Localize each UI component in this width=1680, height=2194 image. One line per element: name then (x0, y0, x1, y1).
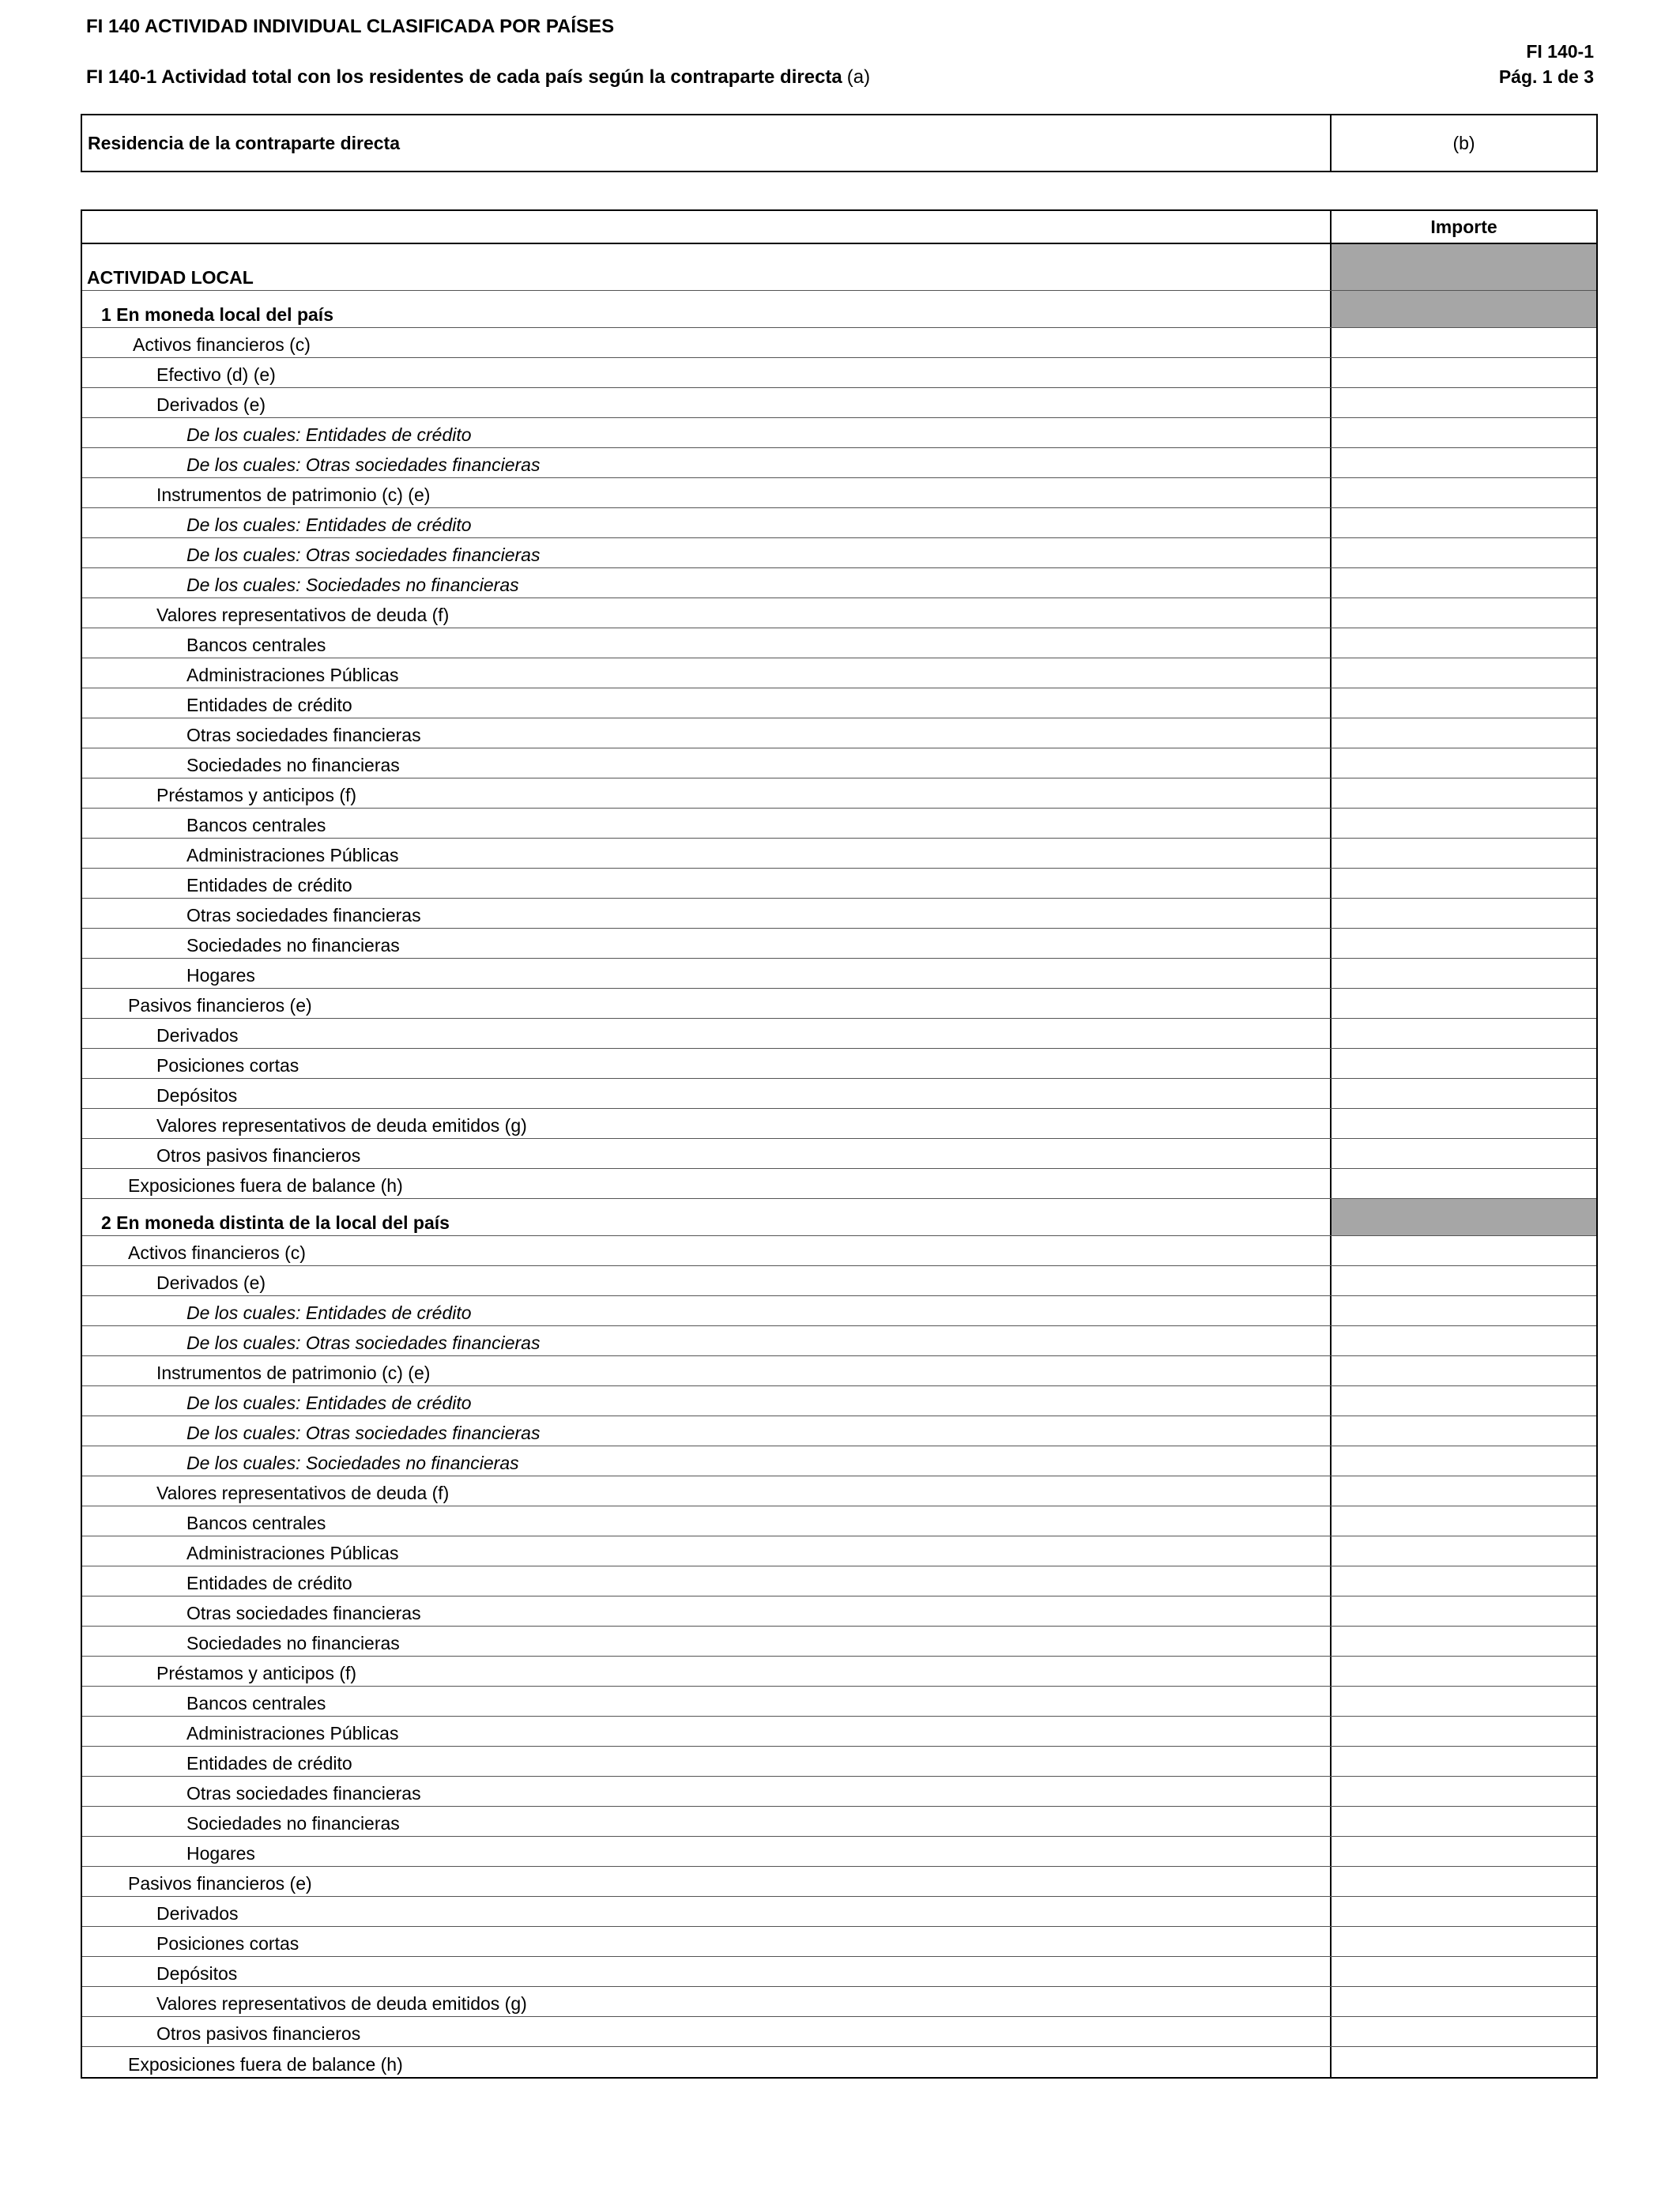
table-row (82, 1079, 1596, 1109)
row-label: ACTIVIDAD LOCAL (82, 244, 1332, 290)
importe-input-cell[interactable] (1332, 1837, 1596, 1866)
form-title: FI 140 ACTIVIDAD INDIVIDUAL CLASIFICADA POR PAÍSES (86, 16, 615, 37)
importe-input-cell[interactable] (1332, 2017, 1596, 2046)
row-label: De los cuales: Entidades de crédito (82, 418, 1332, 447)
row-label: De los cuales: Sociedades no financieras (82, 1446, 1332, 1476)
row-label: Otros pasivos financieros (82, 2017, 1332, 2046)
table-row (82, 1596, 1596, 1627)
row-label: Otras sociedades financieras (82, 1596, 1332, 1626)
table-row (82, 778, 1596, 809)
row-label: Efectivo (d) (e) (82, 358, 1332, 387)
row-label: Bancos centrales (82, 1687, 1332, 1716)
importe-input-cell[interactable] (1332, 1657, 1596, 1686)
shaded-cell (1332, 1199, 1596, 1235)
row-label: Valores representativos de deuda emitidos (g) (82, 1109, 1332, 1138)
importe-input-cell[interactable] (1332, 1386, 1596, 1416)
importe-input-cell[interactable] (1332, 1079, 1596, 1108)
table-row (82, 839, 1596, 869)
importe-input-cell[interactable] (1332, 688, 1596, 718)
row-label: Pasivos financieros (e) (82, 989, 1332, 1018)
row-label: Entidades de crédito (82, 1747, 1332, 1776)
importe-input-cell[interactable] (1332, 1927, 1596, 1956)
table-row (82, 418, 1596, 448)
row-label: Derivados (e) (82, 1266, 1332, 1295)
importe-input-cell[interactable] (1332, 1019, 1596, 1048)
importe-input-cell[interactable] (1332, 388, 1596, 417)
table-row (82, 448, 1596, 478)
row-label: Depósitos (82, 1957, 1332, 1986)
row-label: Bancos centrales (82, 628, 1332, 658)
table-row (82, 658, 1596, 688)
row-label: Posiciones cortas (82, 1049, 1332, 1078)
row-label: De los cuales: Entidades de crédito (82, 508, 1332, 537)
table-row (82, 1777, 1596, 1807)
row-label: Activos financieros (c) (82, 328, 1332, 357)
importe-input-cell[interactable] (1332, 1326, 1596, 1355)
importe-input-cell[interactable] (1332, 448, 1596, 477)
row-label: Derivados (e) (82, 388, 1332, 417)
importe-input-cell[interactable] (1332, 778, 1596, 808)
table-row (82, 1356, 1596, 1386)
subtitle-note: (a) (846, 66, 871, 88)
table-row (82, 628, 1596, 658)
importe-input-cell[interactable] (1332, 1506, 1596, 1536)
importe-input-cell[interactable] (1332, 328, 1596, 357)
row-label: Instrumentos de patrimonio (c) (e) (82, 478, 1332, 507)
row-label: De los cuales: Entidades de crédito (82, 1296, 1332, 1325)
table-row (82, 358, 1596, 388)
row-label: Entidades de crédito (82, 869, 1332, 898)
row-label: Otras sociedades financieras (82, 1777, 1332, 1806)
importe-input-cell[interactable] (1332, 1109, 1596, 1138)
importe-input-cell[interactable] (1332, 1049, 1596, 1078)
table-row (82, 1687, 1596, 1717)
row-label: De los cuales: Otras sociedades financieras (82, 448, 1332, 477)
table-row (82, 1446, 1596, 1476)
table-row (82, 688, 1596, 718)
row-label: De los cuales: Otras sociedades financieras (82, 538, 1332, 567)
row-label: Bancos centrales (82, 1506, 1332, 1536)
row-label: Hogares (82, 959, 1332, 988)
table-row (82, 388, 1596, 418)
row-label: Préstamos y anticipos (f) (82, 1657, 1332, 1686)
row-label: Sociedades no financieras (82, 1807, 1332, 1836)
importe-input-cell[interactable] (1332, 508, 1596, 537)
importe-input-cell[interactable] (1332, 538, 1596, 567)
importe-input-cell[interactable] (1332, 1296, 1596, 1325)
table-row (82, 899, 1596, 929)
table-row (82, 1506, 1596, 1536)
importe-input-cell[interactable] (1332, 748, 1596, 778)
importe-input-cell[interactable] (1332, 899, 1596, 928)
table-row (82, 1747, 1596, 1777)
table-body (82, 244, 1596, 2077)
table-row (82, 568, 1596, 598)
importe-input-cell[interactable] (1332, 658, 1596, 688)
table-row (82, 718, 1596, 748)
table-row (82, 748, 1596, 778)
importe-input-cell[interactable] (1332, 1536, 1596, 1566)
table-row (82, 1386, 1596, 1416)
row-label: Sociedades no financieras (82, 748, 1332, 778)
table-row (82, 1927, 1596, 1957)
importe-input-cell[interactable] (1332, 1627, 1596, 1656)
table-row (82, 478, 1596, 508)
row-label: Valores representativos de deuda (f) (82, 598, 1332, 628)
table-row (82, 1627, 1596, 1657)
table-row (82, 1236, 1596, 1266)
table-row (82, 989, 1596, 1019)
row-label: Entidades de crédito (82, 688, 1332, 718)
shaded-cell (1332, 291, 1596, 327)
row-label: Administraciones Públicas (82, 1536, 1332, 1566)
importe-input-cell[interactable] (1332, 2047, 1596, 2077)
row-label: 1 En moneda local del país (82, 291, 1332, 327)
table-row (82, 959, 1596, 989)
table-row (82, 1717, 1596, 1747)
row-label: Derivados (82, 1897, 1332, 1926)
table-row (82, 2047, 1596, 2077)
table-row (82, 1657, 1596, 1687)
table-row (82, 1169, 1596, 1199)
row-label: Sociedades no financieras (82, 929, 1332, 958)
row-label: Instrumentos de patrimonio (c) (e) (82, 1356, 1332, 1385)
table-row (82, 809, 1596, 839)
importe-input-cell[interactable] (1332, 839, 1596, 868)
page-number: Pág. 1 de 3 (1498, 66, 1594, 87)
form-code: FI 140-1 (1526, 41, 1594, 62)
importe-input-cell[interactable] (1332, 869, 1596, 898)
residence-label: Residencia de la contraparte directa (82, 115, 1332, 171)
importe-input-cell[interactable] (1332, 358, 1596, 387)
row-label: Entidades de crédito (82, 1566, 1332, 1596)
header-label-cell (82, 211, 1332, 243)
row-label: De los cuales: Sociedades no financieras (82, 568, 1332, 598)
table-row (82, 1536, 1596, 1566)
importe-input-cell[interactable] (1332, 1446, 1596, 1476)
row-label: Administraciones Públicas (82, 658, 1332, 688)
table-row (82, 1049, 1596, 1079)
table-header (82, 211, 1596, 244)
importe-input-cell[interactable] (1332, 1266, 1596, 1295)
importe-input-cell[interactable] (1332, 598, 1596, 628)
table-row (82, 1566, 1596, 1596)
importe-input-cell[interactable] (1332, 1747, 1596, 1776)
table-row (82, 1109, 1596, 1139)
table-row (82, 1897, 1596, 1927)
row-label: Valores representativos de deuda (f) (82, 1476, 1332, 1506)
table-row (82, 2017, 1596, 2047)
table-row (82, 869, 1596, 899)
table-row (82, 291, 1596, 328)
row-label: De los cuales: Otras sociedades financieras (82, 1326, 1332, 1355)
table-row (82, 1199, 1596, 1236)
row-label: Otras sociedades financieras (82, 899, 1332, 928)
importe-input-cell[interactable] (1332, 1807, 1596, 1836)
table-row (82, 1139, 1596, 1169)
importe-input-cell[interactable] (1332, 1957, 1596, 1986)
importe-input-cell[interactable] (1332, 929, 1596, 958)
row-label: Derivados (82, 1019, 1332, 1048)
row-label: Exposiciones fuera de balance (h) (82, 2047, 1332, 2077)
table-row (82, 1326, 1596, 1356)
table-row (82, 1416, 1596, 1446)
row-label: Bancos centrales (82, 809, 1332, 838)
importe-input-cell[interactable] (1332, 718, 1596, 748)
importe-input-cell[interactable] (1332, 1687, 1596, 1716)
row-label: Posiciones cortas (82, 1927, 1332, 1956)
table-row (82, 1957, 1596, 1987)
importe-input-cell[interactable] (1332, 1236, 1596, 1265)
row-label: Depósitos (82, 1079, 1332, 1108)
table-row (82, 244, 1596, 291)
shaded-cell (1332, 244, 1596, 290)
importe-input-cell[interactable] (1332, 1777, 1596, 1806)
table-row (82, 538, 1596, 568)
table-row (82, 1987, 1596, 2017)
row-label: Préstamos y anticipos (f) (82, 778, 1332, 808)
importe-input-cell[interactable] (1332, 1987, 1596, 2016)
importe-input-cell[interactable] (1332, 1356, 1596, 1385)
row-label: Activos financieros (c) (82, 1236, 1332, 1265)
importe-input-cell[interactable] (1332, 1566, 1596, 1596)
row-label: Exposiciones fuera de balance (h) (82, 1169, 1332, 1198)
table-row (82, 1476, 1596, 1506)
table-row (82, 1296, 1596, 1326)
importe-input-cell[interactable] (1332, 1897, 1596, 1926)
row-label: Hogares (82, 1837, 1332, 1866)
importe-input-cell[interactable] (1332, 989, 1596, 1018)
importe-input-cell[interactable] (1332, 1416, 1596, 1446)
row-label: Otros pasivos financieros (82, 1139, 1332, 1168)
table-row (82, 1019, 1596, 1049)
row-label: Otras sociedades financieras (82, 718, 1332, 748)
importe-input-cell[interactable] (1332, 1139, 1596, 1168)
activity-table (81, 209, 1598, 2079)
importe-input-cell[interactable] (1332, 478, 1596, 507)
importe-input-cell[interactable] (1332, 1596, 1596, 1626)
importe-input-cell[interactable] (1332, 809, 1596, 838)
row-label: De los cuales: Otras sociedades financieras (82, 1416, 1332, 1446)
row-label: Administraciones Públicas (82, 1717, 1332, 1746)
importe-input-cell[interactable] (1332, 628, 1596, 658)
subtitle-text: FI 140-1 Actividad total con los residentes de cada país según la contraparte directa (86, 66, 842, 88)
table-row (82, 328, 1596, 358)
importe-input-cell[interactable] (1332, 1169, 1596, 1198)
table-row (82, 1867, 1596, 1897)
importe-input-cell[interactable] (1332, 568, 1596, 598)
row-label: Pasivos financieros (e) (82, 1867, 1332, 1896)
table-row (82, 1837, 1596, 1867)
importe-input-cell[interactable] (1332, 1717, 1596, 1746)
table-row (82, 929, 1596, 959)
importe-column-header: Importe (1430, 216, 1497, 237)
row-label: Administraciones Públicas (82, 839, 1332, 868)
importe-input-cell[interactable] (1332, 418, 1596, 447)
row-label: 2 En moneda distinta de la local del país (82, 1199, 1332, 1235)
row-label: Sociedades no financieras (82, 1627, 1332, 1656)
row-label: Valores representativos de deuda emitidos (g) (82, 1987, 1332, 2016)
importe-input-cell[interactable] (1332, 1867, 1596, 1896)
table-row (82, 508, 1596, 538)
table-row (82, 1807, 1596, 1837)
form-subtitle (86, 66, 870, 89)
residence-box (81, 114, 1598, 172)
row-label: De los cuales: Entidades de crédito (82, 1386, 1332, 1416)
importe-input-cell[interactable] (1332, 1476, 1596, 1506)
table-row (82, 598, 1596, 628)
table-row (82, 1266, 1596, 1296)
importe-input-cell[interactable] (1332, 959, 1596, 988)
residence-value-cell[interactable]: (b) (1452, 132, 1475, 153)
